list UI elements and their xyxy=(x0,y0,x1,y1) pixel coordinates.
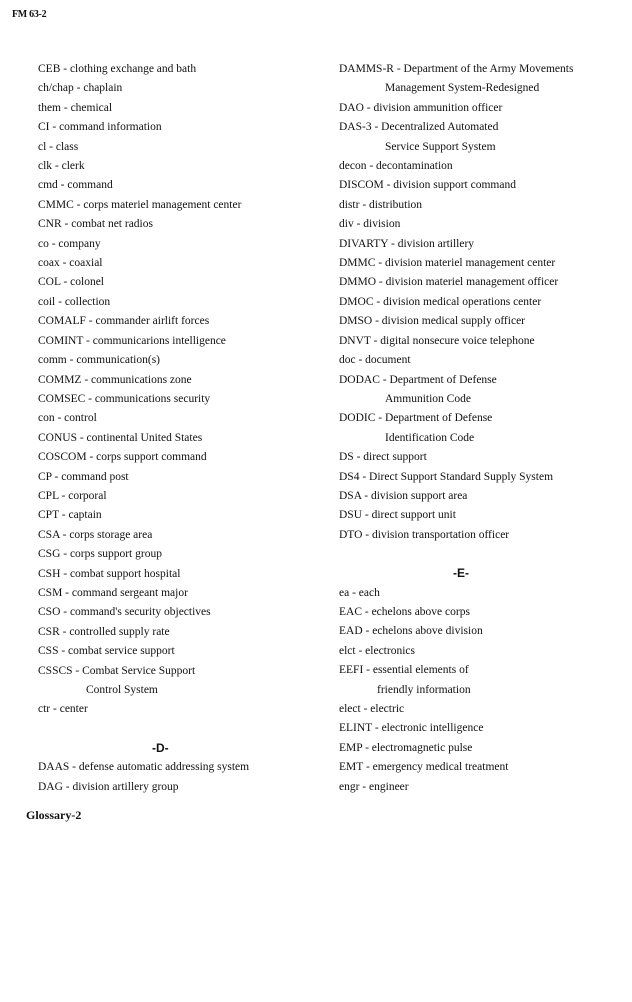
glossary-entry: distr - distribution xyxy=(339,198,423,211)
glossary-entry: COMALF - commander airlift forces xyxy=(38,315,210,328)
glossary-entry: CSG - corps support group xyxy=(38,548,162,561)
right-entry-list xyxy=(339,60,619,545)
glossary-entry: CONUS - continental United States xyxy=(38,431,203,444)
glossary-entry: cl - class xyxy=(38,140,79,153)
glossary-entry: CSH - combat support hospital xyxy=(38,567,181,580)
glossary-entry: CSS - combat service support xyxy=(38,645,175,658)
glossary-entry: COMMZ - communications zone xyxy=(38,373,192,386)
glossary-entry: doc - document xyxy=(339,354,411,367)
glossary-entry: COMINT - communicarions intelligence xyxy=(38,334,226,347)
glossary-entry-continuation: Control System xyxy=(86,684,158,696)
glossary-entry: DS4 - Direct Support Standard Supply System xyxy=(339,470,554,483)
glossary-entry: ea - each xyxy=(339,586,380,599)
glossary-entry: EAC - echelons above corps xyxy=(339,605,470,618)
glossary-entry: CPL - corporal xyxy=(38,489,107,502)
glossary-entry: DMOC - division medical operations center xyxy=(339,295,542,308)
glossary-entry: div - division xyxy=(339,218,401,231)
glossary-entry-continuation: friendly information xyxy=(377,683,471,696)
glossary-entry: ELINT - electronic intelligence xyxy=(339,722,484,735)
glossary-entry: elct - electronics xyxy=(339,644,415,657)
glossary-entry: DMMO - division materiel management officer xyxy=(339,276,559,289)
glossary-entry: DIVARTY - division artillery xyxy=(339,237,475,250)
glossary-entry: DAS-3 - Decentralized Automated xyxy=(339,121,499,134)
glossary-entry: DMMC - division materiel management center xyxy=(339,257,556,270)
page-header: FM 63-2 xyxy=(12,9,47,20)
glossary-entry: DAMMS-R - Department of the Army Movements xyxy=(339,63,574,75)
right-column xyxy=(339,60,619,797)
glossary-entry: DODIC - Department of Defense xyxy=(339,412,493,425)
glossary-entry: EAD - echelons above division xyxy=(339,625,483,638)
glossary-entry: DSA - division support area xyxy=(339,489,468,502)
glossary-entry: DMSO - division medical supply officer xyxy=(339,315,525,328)
glossary-entry: ch/chap - chaplain xyxy=(38,82,123,95)
glossary-entry: cmd - command xyxy=(38,179,113,192)
glossary-entry: CMMC - corps materiel management center xyxy=(38,198,242,211)
glossary-entry: elect - electric xyxy=(339,703,405,715)
glossary-entry: DISCOM - division support command xyxy=(339,179,516,192)
glossary-entry: COL - colonel xyxy=(38,276,105,289)
glossary-entry-continuation: Service Support System xyxy=(385,140,496,153)
glossary-entry-continuation: Identification Code xyxy=(385,431,475,444)
glossary-entry: them - chemical xyxy=(38,101,113,114)
glossary-entry: co - company xyxy=(38,237,101,250)
left-column xyxy=(38,60,318,797)
glossary-entry: DNVT - digital nonsecure voice telephone xyxy=(339,334,535,347)
glossary-entry: ctr - center xyxy=(38,703,88,716)
glossary-entry: DAO - division ammunition officer xyxy=(339,101,503,114)
glossary-entry: engr - engineer xyxy=(339,780,409,793)
glossary-entry: EMP - electromagnetic pulse xyxy=(339,741,473,754)
glossary-entry: CPT - captain xyxy=(38,509,102,522)
glossary-entry: comm - communication(s) xyxy=(38,354,160,367)
glossary-entry: clk - clerk xyxy=(38,160,85,173)
glossary-entry: CSM - command sergeant major xyxy=(38,586,188,599)
glossary-entry: coax - coaxial xyxy=(38,257,103,270)
page-footer: Glossary-2 xyxy=(26,808,82,822)
left-entry-list xyxy=(38,60,318,720)
section-heading-d: -D- xyxy=(152,740,169,755)
glossary-entry: CNR - combat net radios xyxy=(38,218,153,231)
glossary-entry: CSSCS - Combat Service Support xyxy=(38,664,196,677)
glossary-entry: DSU - direct support unit xyxy=(339,509,456,522)
glossary-entry: CSO - command's security objectives xyxy=(38,606,211,619)
glossary-entry: CP - command post xyxy=(38,470,129,483)
section-spacer xyxy=(38,720,318,739)
glossary-entry: decon - decontamination xyxy=(339,160,453,173)
glossary-entry: DAAS - defense automatic addressing system xyxy=(38,761,250,774)
glossary-entry: CSR - controlled supply rate xyxy=(38,625,170,638)
glossary-entry: con - control xyxy=(38,412,97,425)
glossary-entry: DS - direct support xyxy=(339,451,427,464)
glossary-entry: CSA - corps storage area xyxy=(38,528,153,541)
glossary-entry: COMSEC - communications security xyxy=(38,392,211,405)
glossary-entry: DODAC - Department of Defense xyxy=(339,373,497,386)
section-spacer xyxy=(339,545,619,564)
glossary-entry: coil - collection xyxy=(38,295,111,308)
glossary-entry: DAG - division artillery group xyxy=(38,780,179,793)
glossary-entry: COSCOM - corps support command xyxy=(38,451,207,464)
glossary-entry: CI - command information xyxy=(38,121,162,134)
glossary-entry-continuation: Management System-Redesigned xyxy=(385,82,540,95)
glossary-entry: EMT - emergency medical treatment xyxy=(339,761,509,774)
glossary-entry-continuation: Ammunition Code xyxy=(385,392,471,405)
glossary-entry: CEB - clothing exchange and bath xyxy=(38,63,197,75)
section-d-entry-list xyxy=(38,758,318,797)
glossary-entry: DTO - division transportation officer xyxy=(339,528,510,541)
section-e-entry-list xyxy=(339,584,619,797)
glossary-entry: EEFI - essential elements of xyxy=(339,664,469,677)
section-heading-e: -E- xyxy=(453,566,469,581)
